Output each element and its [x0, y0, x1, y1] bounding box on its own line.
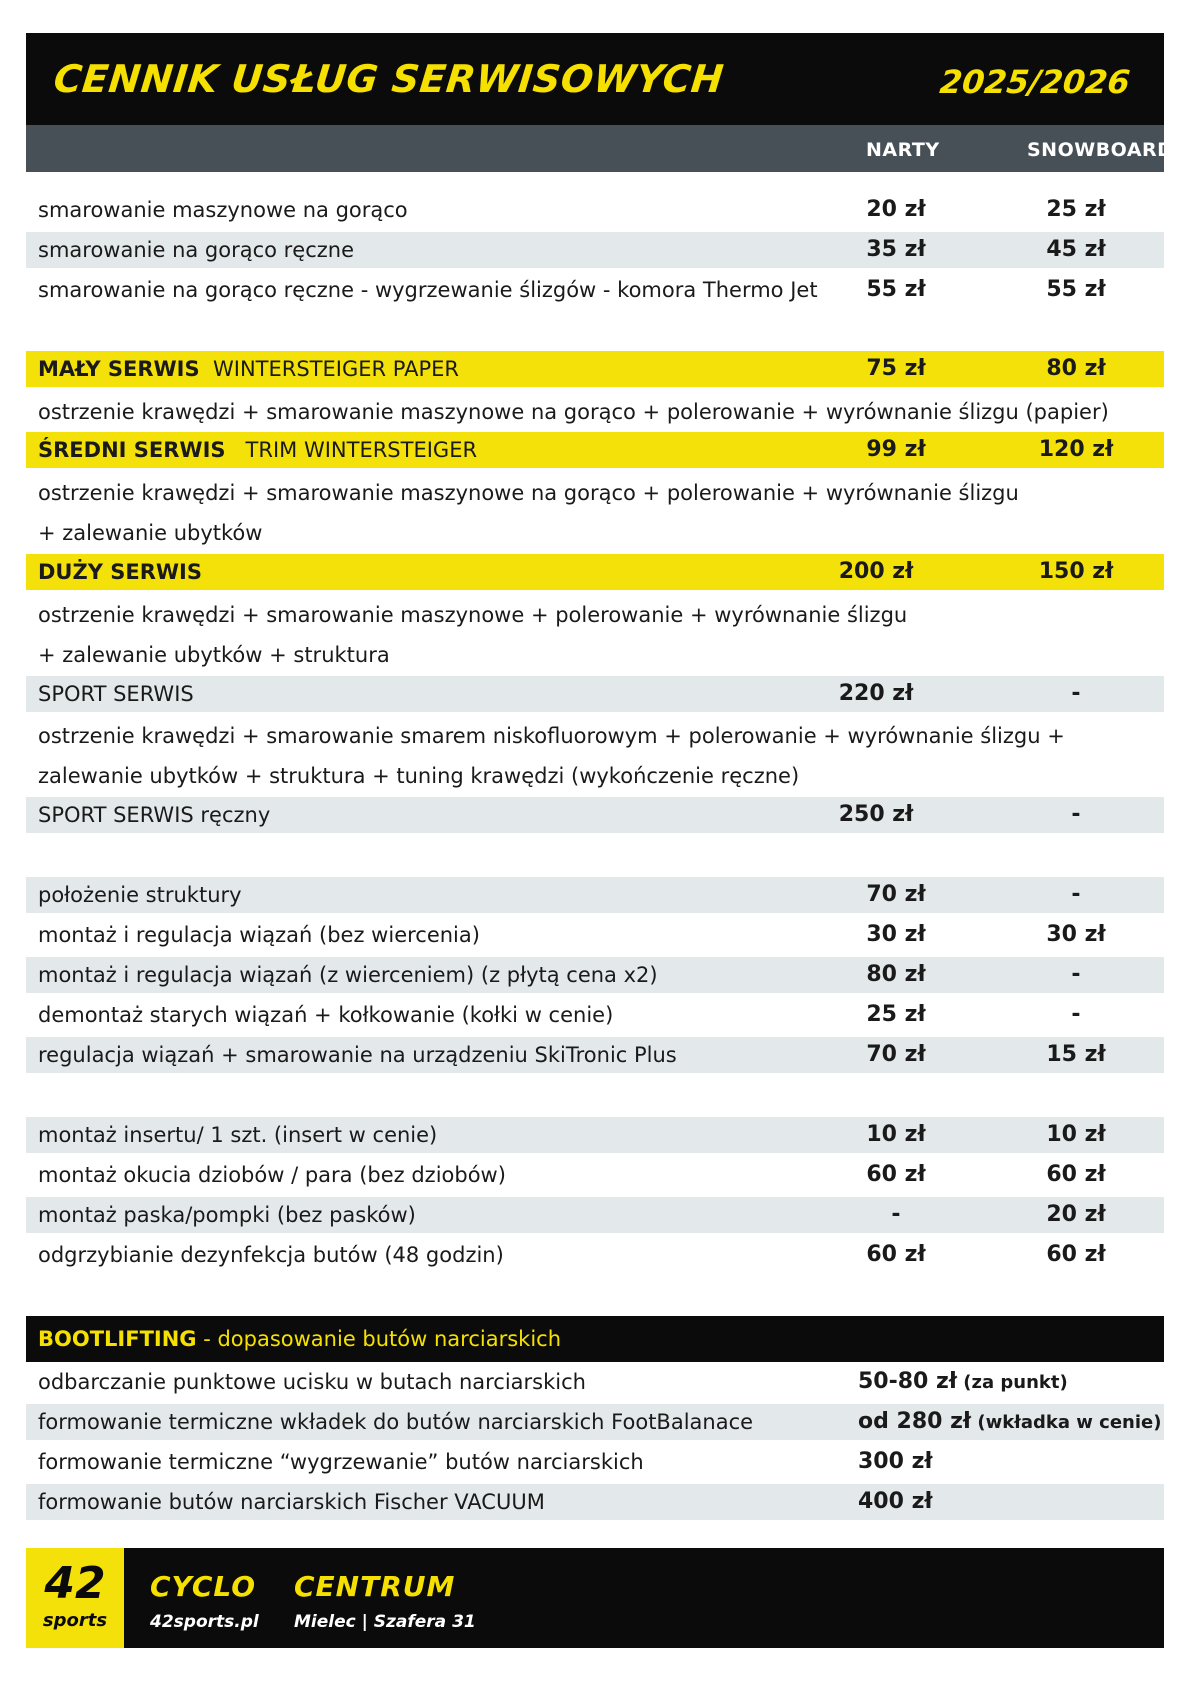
price: od 280 zł	[858, 1409, 972, 1434]
price-snowboard: 55 zł	[1046, 277, 1106, 302]
price-narty: 99 zł	[866, 437, 926, 462]
price-snowboard: -	[1071, 882, 1081, 907]
price-snowboard: 60 zł	[1046, 1242, 1106, 1267]
price-snowboard: 15 zł	[1046, 1042, 1106, 1067]
service-desc: + zalewanie ubytków	[38, 521, 263, 545]
service-desc: ostrzenie krawędzi + smarowanie maszynowe na gorąco + polerowanie + wyrównanie ślizgu	[38, 481, 1019, 505]
price-snowboard: -	[1071, 681, 1081, 706]
price-snowboard: 10 zł	[1046, 1122, 1106, 1147]
price-note: (za punkt)	[957, 1372, 1068, 1393]
price-snowboard: 60 zł	[1046, 1162, 1106, 1187]
website-link[interactable]: 42sports.pl	[150, 1612, 259, 1632]
price: 400 zł	[858, 1489, 933, 1514]
price-narty: 55 zł	[866, 277, 926, 302]
service-row-sredni	[26, 432, 1164, 468]
price-snowboard: 120 zł	[1038, 437, 1114, 462]
price-narty: 70 zł	[866, 1042, 926, 1067]
price-narty: 10 zł	[866, 1122, 926, 1147]
column-header	[26, 125, 1174, 172]
price-row	[26, 997, 1164, 1033]
row-label: formowanie butów narciarskich Fischer VACUUM	[38, 1490, 545, 1514]
price-narty: 60 zł	[866, 1242, 926, 1267]
service-desc: zalewanie ubytków + struktura + tuning krawędzi (wykończenie ręczne)	[38, 764, 800, 788]
price-row	[26, 1237, 1164, 1273]
price-snowboard: -	[1071, 1002, 1081, 1027]
price-narty: 80 zł	[866, 962, 926, 987]
service-row-maly	[26, 351, 1164, 387]
row-label: położenie struktury	[38, 883, 242, 907]
bootlifting-row	[26, 1364, 1164, 1400]
price-narty: 75 zł	[866, 356, 926, 381]
price-narty: 30 zł	[866, 922, 926, 947]
column-narty: NARTY	[866, 139, 940, 161]
service-name: SPORT SERWIS	[38, 682, 194, 706]
service-name: MAŁY SERWIS	[38, 357, 200, 381]
row-label: formowanie termiczne “wygrzewanie” butów narciarskich	[38, 1450, 644, 1474]
price-row	[26, 957, 1164, 993]
price-narty: 250 zł	[838, 802, 914, 827]
bootlifting-subtitle: - dopasowanie butów narciarskich	[196, 1327, 562, 1351]
price-narty: 70 zł	[866, 882, 926, 907]
price-row	[26, 917, 1164, 953]
price-narty: 35 zł	[866, 237, 926, 262]
price-row	[26, 1037, 1164, 1073]
page-title: CENNIK USŁUG SERWISOWYCH	[51, 57, 726, 101]
price-row	[26, 232, 1164, 268]
row-label: montaż okucia dziobów / para (bez dziobów)	[38, 1163, 506, 1187]
row-label: montaż i regulacja wiązań (z wierceniem) (z płytą cena x2)	[38, 963, 658, 987]
bootlifting-title: BOOTLIFTING	[38, 1327, 197, 1351]
service-desc: ostrzenie krawędzi + smarowanie maszynowe + polerowanie + wyrównanie ślizgu	[38, 603, 908, 627]
logo-text: sports	[42, 1610, 108, 1631]
price-narty: -	[891, 1202, 901, 1227]
price-note: (wkładka w cenie)	[971, 1412, 1162, 1433]
price-row	[26, 272, 1164, 308]
row-label: montaż paska/pompki (bez pasków)	[38, 1203, 416, 1227]
price-row	[26, 877, 1164, 913]
price-row	[26, 1157, 1164, 1193]
price-row	[26, 192, 1164, 228]
service-name: ŚREDNI SERWIS	[38, 438, 226, 462]
row-label: montaż i regulacja wiązań (bez wiercenia)	[38, 923, 480, 947]
price-snowboard: 20 zł	[1046, 1202, 1106, 1227]
service-sub: WINTERSTEIGER PAPER	[212, 357, 459, 381]
service-name: DUŻY SERWIS	[38, 560, 202, 584]
service-row-sport	[26, 676, 1164, 712]
address: Mielec | Szafera 31	[294, 1612, 476, 1632]
logo-number: 42	[44, 1558, 106, 1609]
footer-bar	[26, 1548, 1164, 1648]
row-label: smarowanie na gorąco ręczne - wygrzewanie ślizgów - komora Thermo Jet	[38, 278, 818, 302]
service-sub: TRIM WINTERSTEIGER	[245, 438, 478, 462]
price-snowboard: 25 zł	[1046, 197, 1106, 222]
brand-cyclo: CYCLO	[150, 1570, 257, 1603]
row-label: smarowanie na gorąco ręczne	[38, 238, 355, 262]
service-desc: ostrzenie krawędzi + smarowanie smarem niskofluorowym + polerowanie + wyrównanie ślizgu +	[38, 724, 1065, 748]
service-row-sport-reczny	[26, 797, 1164, 833]
bootlifting-row	[26, 1404, 1164, 1440]
row-label: odgrzybianie dezynfekcja butów (48 godzin)	[38, 1243, 504, 1267]
row-label: formowanie termiczne wkładek do butów narciarskich FootBalanace	[38, 1410, 754, 1434]
service-row-duzy	[26, 554, 1164, 590]
service-name: SPORT SERWIS ręczny	[38, 803, 271, 827]
logo	[26, 1548, 124, 1648]
brand-centrum: CENTRUM	[294, 1570, 456, 1603]
price-snowboard: -	[1071, 802, 1081, 827]
price-narty: 20 zł	[866, 197, 926, 222]
price-snowboard: 30 zł	[1046, 922, 1106, 947]
row-label: odbarczanie punktowe ucisku w butach narciarskich	[38, 1370, 586, 1394]
price-narty: 25 zł	[866, 1002, 926, 1027]
price-snowboard: 80 zł	[1046, 356, 1106, 381]
price-narty: 220 zł	[838, 681, 914, 706]
bootlifting-row	[26, 1444, 1164, 1480]
price: 300 zł	[858, 1449, 933, 1474]
row-label: demontaż starych wiązań + kołkowanie (kołki w cenie)	[38, 1003, 614, 1027]
header-bar	[26, 33, 1164, 125]
service-desc: ostrzenie krawędzi + smarowanie maszynowe na gorąco + polerowanie + wyrównanie ślizgu (papier)	[38, 400, 1109, 424]
price-narty: 200 zł	[838, 559, 914, 584]
price-snowboard: 150 zł	[1038, 559, 1114, 584]
price-row	[26, 1197, 1164, 1233]
price-snowboard: 45 zł	[1046, 237, 1106, 262]
price: 50-80 zł	[858, 1369, 957, 1394]
season-label: 2025/2026	[938, 63, 1132, 101]
bootlifting-row	[26, 1484, 1164, 1520]
service-desc: + zalewanie ubytków + struktura	[38, 643, 390, 667]
bootlifting-header	[26, 1316, 1164, 1362]
row-label: regulacja wiązań + smarowanie na urządzeniu SkiTronic Plus	[38, 1043, 677, 1067]
price-narty: 60 zł	[866, 1162, 926, 1187]
price-snowboard: -	[1071, 962, 1081, 987]
row-label: smarowanie maszynowe na gorąco	[38, 198, 408, 222]
row-label: montaż insertu/ 1 szt. (insert w cenie)	[38, 1123, 438, 1147]
price-row	[26, 1117, 1164, 1153]
column-snowboard: SNOWBOARD	[1027, 139, 1174, 161]
